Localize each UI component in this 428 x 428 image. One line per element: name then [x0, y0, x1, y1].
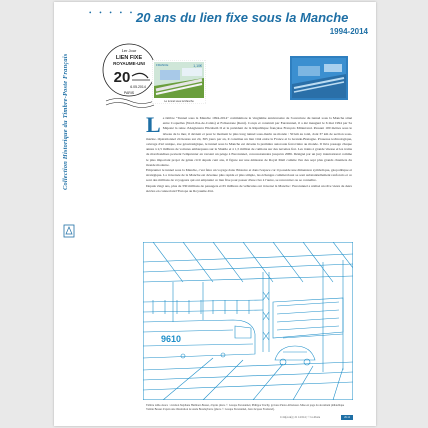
postmark-place: PARIS	[123, 91, 135, 95]
postmark-line1: 1er Jour	[121, 48, 137, 53]
stamp-caption: Le tunnel sous la Manche	[164, 100, 194, 103]
article-paragraph: e timbre "Tunnel sous la Manche 1994-2014" commémore le vingtième anniversaire de l'ouverture du tunnel sous la Manche situé entre Coquelles (Nord-Pas-de-Calais) et Folkestone (Kent). Conçu et construit par Eurotunnel, il a été inauguré le 6 mai 1994 par Sa Majesté la reine d'Angleterre Elizabeth II et le président de la République française François Mitterrand. Passant 100 mètres sous le niveau de la mer, il devient et pour le moment le plus long tunnel sous-marin au monde : 50 km au total, dont 37 km de section sous-marine. Opérationnel 24 heures sur 24, 365 jours par an, il constitue un lien vital entre la France et la Grande-Bretagne. Prouesse technologique, ouvrage d'art unique, axe géostratégique, le tunnel sous la Manche est devenu la première autoroute ferroviaire au monde. Il livre passage chaque année à 2,5 millions de voitures embarquées sur la Shuttle et à 1,5 million de camions sur des navettes fret. Les trains à grande vitesse et les trains de marchandises peuvent l'emprunter en versant un péage à Eurotunnel, concessionnaire jusqu'en 2086. Désigné par un jury international comme le plus important projet de génie civil depuis cent ans, il figure sur une émission de Royal Mail comme l'un des sept plus grands chantiers du monde moderne.	[146, 116, 352, 167]
stamp-value: 1,10€	[193, 64, 202, 68]
footer-badge: 26.14	[341, 415, 353, 420]
dropcap-letter: L	[146, 112, 161, 137]
postmark-number: 20	[113, 69, 131, 86]
postmark-line3: ROYAUME-UNI	[113, 61, 145, 66]
footer-code: 1114(code) | 21 14 614 | © La Poste	[280, 416, 321, 419]
page-title: 20 ans du lien fixe sous la Manche	[136, 10, 349, 25]
stamp-proof-blue	[290, 56, 348, 100]
spine-collection-text: Collection Historique du Timbre-Poste Français	[62, 53, 69, 191]
postmark-line2: LIEN FIXE	[115, 55, 143, 61]
article-text	[146, 112, 352, 194]
stamp-color	[152, 60, 206, 104]
first-day-postmark	[100, 38, 158, 108]
stamp-country: FRANCE	[156, 63, 169, 67]
article-paragraph: Emprunter le tunnel sous la Manche, c'est faire un voyage dans l'histoire et dans l'espace car il possède une dimension symbolique, géopolitique et stratégique. La traversée de la Manche est devenue plus rapide et plus simple, les échanges commerciaux se sont substantiellement renforcés et ce sont des millions de voyageurs qui ont emprunté ce lien fixe pour passer d'une rive à l'autre, se rencontrer ou se connaître.	[146, 168, 352, 183]
postmark-date: 6.05.2014	[130, 85, 146, 89]
credits-text: Timbre taille-douce : création Stéphane Humbert-Basset, d'après photo © Groupe Eurotunnel, Philippe Truchy, gravure Pierre Albuisson. Mise en page du document philatélique Valérie Besser d'après une illustration de Aude Boudaybarre (photo © Groupe Eurotunnel, Jean Jacques Fromond).	[146, 404, 345, 411]
article-paragraph: Depuis vingt ans, plus de 330 millions de passagers et 65 millions de véhicules ont traversé la Manche : Eurotunnel a réalisé un rêve vieux de deux siècles en connectant l'Europe au Royaume-Uni.	[146, 183, 352, 193]
decorative-dots: • • • • •	[89, 9, 136, 17]
laposte-logo-icon	[63, 224, 75, 238]
train-number: 9610	[161, 334, 182, 344]
page-years: 1994-2014	[329, 27, 368, 36]
terminal-illustration	[143, 242, 353, 400]
